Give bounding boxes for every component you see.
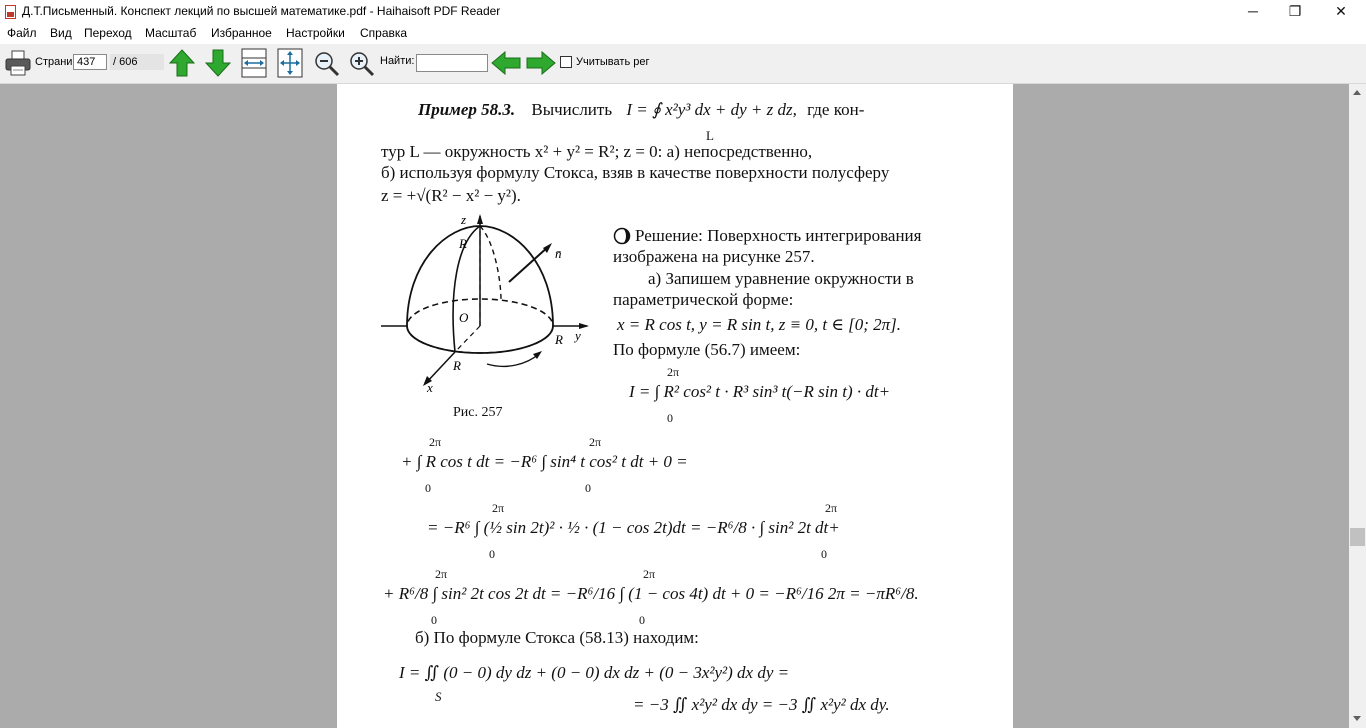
toolbar bbox=[0, 44, 1366, 84]
menu-file[interactable]: Файл bbox=[7, 26, 37, 40]
eq3-upper-limit-2: 2π bbox=[825, 501, 838, 515]
menu-go[interactable]: Переход bbox=[84, 26, 132, 40]
example-text-1-tail: где кон- bbox=[807, 100, 865, 119]
eq1-upper-limit: 2π bbox=[667, 365, 680, 379]
solution-line-1: Решение: Поверхность интегрирования bbox=[635, 226, 922, 245]
eq5-subscript-s: S bbox=[435, 689, 442, 704]
menu-help[interactable]: Справка bbox=[360, 26, 408, 40]
find-input[interactable] bbox=[416, 54, 488, 72]
zoom-in-icon[interactable] bbox=[347, 49, 375, 77]
equation-6: = −3 ∬ x²y² dx dy = −3 ∬ x²y² dx dy. bbox=[633, 695, 890, 714]
eq4-upper-limit-1: 2π bbox=[435, 567, 448, 581]
eq3-lower-limit-2: 0 bbox=[821, 547, 827, 561]
example-line-1 bbox=[418, 99, 864, 120]
fig-label-r-bottom: R bbox=[453, 358, 461, 373]
fig-label-r-top: R bbox=[459, 236, 467, 251]
figure-caption: Рис. 257 bbox=[453, 405, 503, 420]
arrow-down-icon[interactable] bbox=[205, 49, 231, 77]
solution-marker-icon bbox=[613, 227, 631, 245]
fig-label-n: n̄ bbox=[555, 246, 562, 261]
eq4-lower-limit-1: 0 bbox=[431, 613, 437, 627]
solution-line-6: По формуле (56.7) имеем: bbox=[613, 340, 801, 359]
minimize-button[interactable]: ─ bbox=[1248, 3, 1258, 19]
eq4-upper-limit-2: 2π bbox=[643, 567, 656, 581]
find-next-icon[interactable] bbox=[526, 51, 556, 75]
eq2-upper-limit-2: 2π bbox=[589, 435, 602, 449]
eq2-upper-limit-1: 2π bbox=[429, 435, 442, 449]
example-formula-1: I = ∮ x²y³ dx + dy + z dz, bbox=[626, 100, 797, 119]
zoom-out-icon[interactable] bbox=[312, 49, 340, 77]
fit-page-icon[interactable] bbox=[277, 48, 303, 78]
window-title: Д.Т.Письменный. Конспект лекций по высшей математике.pdf - Haihaisoft PDF Reader bbox=[22, 4, 501, 18]
match-case-checkbox[interactable] bbox=[560, 56, 572, 68]
equation-4: + R⁶/8 ∫ sin² 2t cos 2t dt = −R⁶/16 ∫ (1 − cos 4t) dt + 0 = −R⁶/16 2π = −πR⁶/8. bbox=[383, 584, 919, 603]
page-label: Страни bbox=[35, 56, 73, 68]
fig-label-z: z bbox=[461, 212, 467, 227]
solution-line-3: а) Запишем уравнение окружности в bbox=[648, 269, 914, 288]
document-viewer[interactable] bbox=[0, 84, 1349, 728]
eq3-lower-limit-1: 0 bbox=[489, 547, 495, 561]
find-label: Найти: bbox=[380, 55, 415, 67]
arrow-up-icon[interactable] bbox=[169, 49, 195, 77]
part-b-line: б) По формуле Стокса (58.13) находим: bbox=[415, 628, 699, 647]
solution-line-2: изображена на рисунке 257. bbox=[613, 247, 815, 266]
pdf-app-icon bbox=[5, 5, 16, 19]
match-case-label: Учитывать рег bbox=[576, 56, 650, 68]
hemisphere-figure bbox=[377, 212, 607, 394]
close-button[interactable]: ✕ bbox=[1335, 3, 1347, 19]
eq2-lower-limit-2: 0 bbox=[585, 481, 591, 495]
equation-2: + ∫ R cos t dt = −R⁶ ∫ sin⁴ t cos² t dt + 0 = bbox=[401, 452, 688, 471]
eq3-upper-limit-1: 2π bbox=[492, 501, 505, 515]
solution-line-4: параметрической форме: bbox=[613, 290, 794, 309]
example-line-2: тур L — окружность x² + y² = R²; z = 0: а) непосредственно, bbox=[381, 142, 813, 161]
scroll-up-arrow-icon[interactable] bbox=[1353, 90, 1361, 95]
example-text-1: Вычислить bbox=[531, 100, 613, 119]
find-prev-icon[interactable] bbox=[491, 51, 521, 75]
contour-subscript: L bbox=[706, 128, 714, 143]
example-line-3: б) используя формулу Стокса, взяв в качестве поверхности полусферу bbox=[381, 163, 890, 182]
fig-label-r-right: R bbox=[555, 332, 563, 347]
eq4-lower-limit-2: 0 bbox=[639, 613, 645, 627]
pdf-page bbox=[337, 84, 1013, 728]
parametric-equation: x = R cos t, y = R sin t, z ≡ 0, t ∈ [0; 2π]. bbox=[617, 315, 902, 334]
page-number-input[interactable] bbox=[73, 54, 107, 70]
menu-favorites[interactable]: Избранное bbox=[211, 26, 272, 40]
example-line-4: z = +√(R² − x² − y²). bbox=[381, 186, 521, 205]
vertical-scrollbar[interactable] bbox=[1349, 84, 1366, 728]
equation-3: = −R⁶ ∫ (½ sin 2t)² · ½ · (1 − cos 2t)dt = −R⁶/8 · ∫ sin² 2t dt+ bbox=[427, 518, 840, 537]
menu-zoom[interactable]: Масштаб bbox=[145, 26, 197, 40]
print-icon[interactable] bbox=[4, 49, 32, 77]
eq2-lower-limit-1: 0 bbox=[425, 481, 431, 495]
scroll-down-arrow-icon[interactable] bbox=[1353, 716, 1361, 721]
fig-label-o: O bbox=[459, 310, 469, 325]
menu-view[interactable]: Вид bbox=[50, 26, 72, 40]
title-bar bbox=[0, 0, 1366, 24]
menu-settings[interactable]: Настройки bbox=[286, 26, 345, 40]
equation-1: I = ∫ R² cos² t · R³ sin³ t(−R sin t) · dt+ bbox=[629, 382, 891, 401]
maximize-button[interactable]: ❐ bbox=[1288, 3, 1302, 19]
equation-5: I = ∬ (0 − 0) dy dz + (0 − 0) dx dz + (0 − 3x²y²) dx dy = bbox=[399, 663, 790, 682]
page-total: / 606 bbox=[110, 54, 164, 70]
fit-width-icon[interactable] bbox=[241, 48, 267, 78]
menu-bar bbox=[0, 24, 1366, 44]
eq1-lower-limit: 0 bbox=[667, 411, 673, 425]
example-title: Пример 58.3. bbox=[418, 100, 516, 119]
fig-label-x: x bbox=[427, 380, 433, 394]
fig-label-y: y bbox=[575, 328, 581, 343]
scrollbar-thumb[interactable] bbox=[1350, 528, 1365, 546]
